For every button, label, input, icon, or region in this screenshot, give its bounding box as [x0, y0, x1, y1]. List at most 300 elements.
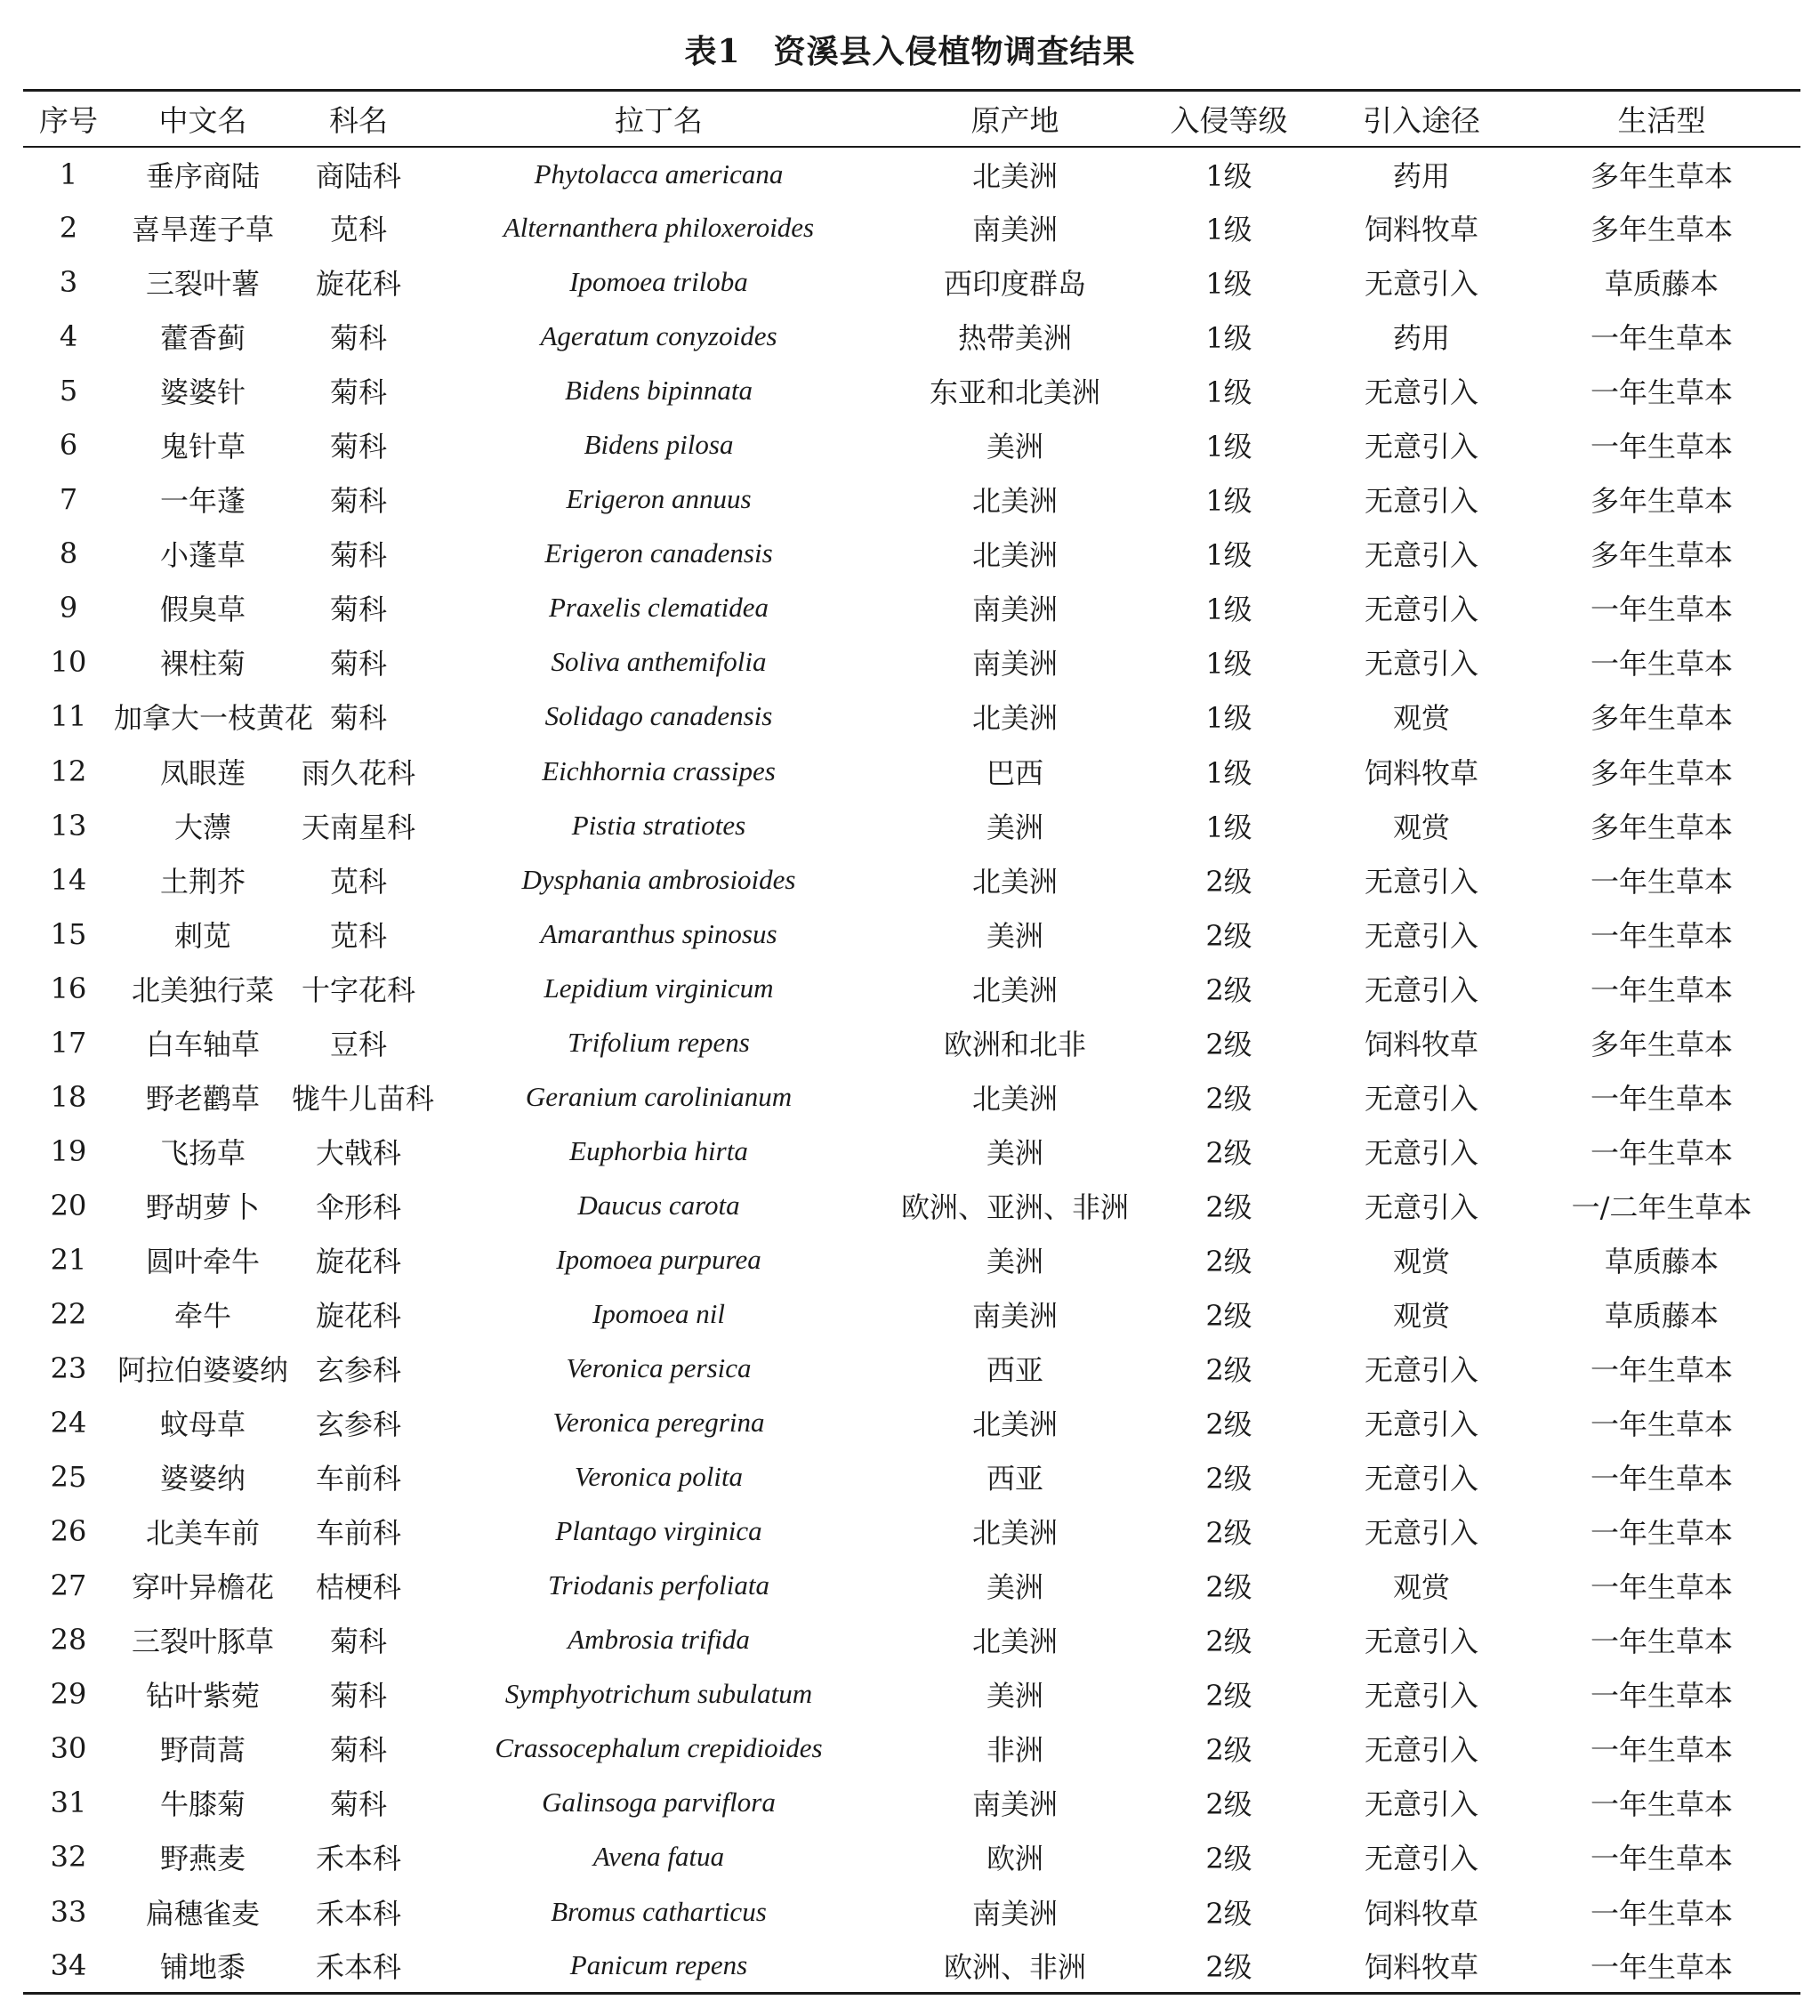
- chinese-name-cell: 铺地黍: [114, 1939, 292, 1993]
- serial-number-cell: 23: [50, 1351, 87, 1386]
- latin-name-cell: Veronica peregrina: [552, 1407, 765, 1439]
- introduction-route-cell: 饲料牧草: [1320, 1939, 1523, 1993]
- invasion-level-cell: 2级: [1205, 1189, 1252, 1224]
- life-form-cell: 多年生草本: [1590, 484, 1733, 519]
- family-cell: 禾本科: [315, 1842, 401, 1876]
- introduction-route-cell: 药用: [1392, 158, 1450, 193]
- life-form-cell: 一年生草本: [1590, 1842, 1733, 1876]
- family-cell: 旋花科: [315, 1299, 401, 1333]
- origin-cell: 美洲: [986, 810, 1043, 844]
- chinese-name-cell: 小蓬草: [159, 538, 246, 573]
- invasion-level-cell: 2级: [1205, 1679, 1252, 1714]
- latin-name-cell: Pistia stratiotes: [571, 809, 746, 841]
- origin-cell: 北美洲: [971, 864, 1058, 899]
- family-cell: 苋科: [329, 213, 387, 247]
- origin-cell: 巴西: [986, 755, 1043, 790]
- serial-number-cell: 15: [50, 916, 87, 951]
- introduction-route-cell: 无意引入: [1364, 430, 1478, 464]
- chinese-name-cell: 野胡萝卜: [145, 1189, 260, 1224]
- life-form-cell: 一年生草本: [1590, 1462, 1733, 1496]
- life-form-cell: 一年生草本: [1590, 1353, 1733, 1388]
- serial-number-cell: 11: [50, 699, 87, 734]
- life-form-cell: 多年生草本: [1590, 213, 1733, 247]
- table-row: [23, 907, 1800, 961]
- table-row: [23, 364, 1800, 418]
- header-origin: 原产地: [892, 91, 1138, 147]
- invasion-level-cell: 1级: [1205, 701, 1252, 736]
- introduction-route-cell: 无意引入: [1364, 1081, 1478, 1116]
- latin-name-cell: Erigeron canadensis: [544, 537, 773, 569]
- life-form-cell: 一年生草本: [1590, 1625, 1733, 1659]
- invasion-level-cell: 1级: [1205, 593, 1252, 627]
- introduction-route-cell: 无意引入: [1364, 972, 1478, 1007]
- latin-name-cell: Veronica polita: [574, 1461, 744, 1493]
- introduction-route-cell: 无意引入: [1364, 1842, 1478, 1876]
- latin-name-cell: Ambrosia trifida: [568, 1624, 750, 1656]
- origin-cell: 北美洲: [971, 1081, 1058, 1116]
- life-form-cell: 一年生草本: [1590, 1570, 1733, 1605]
- origin-cell: 西亚: [986, 1353, 1043, 1388]
- serial-number-cell: 7: [59, 482, 78, 517]
- life-form-cell: 多年生草本: [1590, 810, 1733, 844]
- life-form-cell: 多年生草本: [1590, 158, 1733, 193]
- chinese-name-cell: 婆婆针: [159, 375, 246, 410]
- invasion-level-cell: 2级: [1205, 1462, 1252, 1496]
- latin-name-cell: Trifolium repens: [568, 1026, 750, 1058]
- table-row: [23, 635, 1800, 689]
- invasion-level-cell: 2级: [1205, 1896, 1252, 1931]
- origin-cell: 北美洲: [971, 484, 1058, 519]
- life-form-cell: 多年生草本: [1590, 538, 1733, 573]
- introduction-route-cell: 饲料牧草: [1364, 213, 1478, 247]
- origin-cell: 北美洲: [971, 701, 1058, 736]
- life-form-cell: 草质藤本: [1604, 1299, 1719, 1333]
- serial-number-cell: 14: [50, 862, 87, 897]
- chinese-name-cell: 三裂叶薯: [145, 267, 260, 302]
- chinese-name-cell: 牛膝菊: [159, 1787, 246, 1822]
- family-cell: 雨久花科: [301, 755, 415, 790]
- introduction-route-cell: 无意引入: [1364, 267, 1478, 302]
- table-row: [23, 689, 1800, 744]
- table-row: [23, 581, 1800, 635]
- latin-name-cell: Ipomoea triloba: [569, 266, 748, 298]
- invasion-level-cell: 2级: [1205, 1353, 1252, 1388]
- origin-cell: 东亚和北美洲: [929, 375, 1100, 410]
- latin-name-cell: Symphyotrichum subulatum: [504, 1678, 813, 1710]
- table-row: [23, 1286, 1800, 1341]
- table-row: [23, 201, 1800, 255]
- life-form-cell: 一年生草本: [1590, 430, 1733, 464]
- serial-number-cell: 1: [59, 157, 78, 191]
- latin-name-cell: Crassocephalum crepidioides: [495, 1732, 823, 1764]
- family-cell: 菊科: [329, 701, 387, 736]
- invasion-level-cell: 2级: [1205, 1135, 1252, 1170]
- chinese-name-cell: 垂序商陆: [145, 158, 260, 193]
- invasion-level-cell: 1级: [1205, 755, 1252, 790]
- latin-name-cell: Amaranthus spinosus: [540, 917, 777, 949]
- latin-name-cell: Dysphania ambrosioides: [521, 863, 796, 895]
- family-cell: 菊科: [329, 321, 387, 356]
- family-cell: 商陆科: [315, 158, 401, 193]
- table-row: [23, 1015, 1800, 1069]
- invasion-level-cell: 2级: [1205, 1733, 1252, 1768]
- serial-number-cell: 33: [50, 1894, 87, 1929]
- latin-name-cell: Ipomoea nil: [592, 1298, 725, 1329]
- origin-cell: 美洲: [986, 430, 1043, 464]
- introduction-route-cell: 无意引入: [1364, 1733, 1478, 1768]
- invasion-level-cell: 2级: [1205, 1244, 1252, 1278]
- chinese-name-cell: 一年蓬: [159, 484, 246, 519]
- family-cell: 车前科: [315, 1516, 401, 1551]
- latin-name-cell: Soliva anthemifolia: [551, 646, 767, 678]
- introduction-route-cell: 无意引入: [1364, 1353, 1478, 1388]
- serial-number-cell: 10: [50, 645, 87, 680]
- origin-cell: 南美洲: [971, 593, 1058, 627]
- chinese-name-cell: 野茼蒿: [159, 1733, 246, 1768]
- invasion-level-cell: 2级: [1205, 1570, 1252, 1605]
- life-form-cell: 多年生草本: [1590, 701, 1733, 736]
- family-cell: 菊科: [329, 484, 387, 519]
- table-row: [23, 1342, 1800, 1396]
- life-form-cell: 一/二年生草本: [1571, 1189, 1752, 1224]
- latin-name-cell: Bromus catharticus: [551, 1895, 767, 1927]
- serial-number-cell: 4: [59, 319, 78, 354]
- origin-cell: 北美洲: [971, 1625, 1058, 1659]
- introduction-route-cell: 无意引入: [1364, 1516, 1478, 1551]
- invasion-level-cell: 2级: [1205, 1625, 1252, 1659]
- table-row: [23, 1613, 1800, 1667]
- chinese-name-cell: 加拿大一枝黄花: [114, 701, 314, 736]
- table-row: [23, 1396, 1800, 1450]
- latin-name-cell: Geranium carolinianum: [525, 1080, 793, 1112]
- chinese-name-cell: 野老鹳草: [145, 1081, 260, 1116]
- invasion-level-cell: 2级: [1205, 918, 1252, 953]
- header-life-form: 生活型: [1523, 91, 1800, 147]
- serial-number-cell: 9: [59, 591, 78, 625]
- family-cell: 苋科: [329, 918, 387, 953]
- origin-cell: 欧洲、亚洲、非洲: [900, 1189, 1129, 1224]
- life-form-cell: 一年生草本: [1590, 321, 1733, 356]
- invasive-plants-table: [23, 89, 1800, 1995]
- family-cell: 菊科: [329, 593, 387, 627]
- serial-number-cell: 29: [50, 1677, 87, 1712]
- table-row: [23, 1559, 1800, 1613]
- family-cell: 玄参科: [315, 1407, 401, 1442]
- table-row: [23, 1722, 1800, 1776]
- chinese-name-cell: 婆婆纳: [159, 1462, 246, 1496]
- chinese-name-cell: 凤眼莲: [159, 755, 246, 790]
- serial-number-cell: 31: [50, 1786, 87, 1820]
- header-family: 科名: [292, 91, 425, 147]
- serial-number-cell: 22: [50, 1297, 87, 1331]
- latin-name-cell: Panicum repens: [425, 1939, 892, 1993]
- origin-cell: 欧洲: [986, 1842, 1043, 1876]
- table-row: [23, 1178, 1800, 1232]
- origin-cell: 北美洲: [971, 1516, 1058, 1551]
- chinese-name-cell: 大薸: [173, 810, 231, 844]
- chinese-name-cell: 三裂叶豚草: [131, 1625, 274, 1659]
- life-form-cell: 一年生草本: [1590, 1679, 1733, 1714]
- origin-cell: 美洲: [986, 1570, 1043, 1605]
- introduction-route-cell: 无意引入: [1364, 484, 1478, 519]
- introduction-route-cell: 无意引入: [1364, 1462, 1478, 1496]
- family-cell: 禾本科: [315, 1896, 401, 1931]
- table-row: [23, 852, 1800, 907]
- serial-number-cell: 34: [23, 1939, 114, 1993]
- header-row: [23, 91, 1800, 147]
- life-form-cell: 一年生草本: [1523, 1939, 1800, 1993]
- table-row: [23, 1504, 1800, 1559]
- invasion-level-cell: 1级: [1205, 213, 1252, 247]
- family-cell: 菊科: [329, 1787, 387, 1822]
- family-cell: 菊科: [329, 375, 387, 410]
- table-header: [23, 91, 1800, 147]
- chinese-name-cell: 扁穗雀麦: [145, 1896, 260, 1931]
- invasion-level-cell: 2级: [1138, 1939, 1320, 1993]
- family-cell: 菊科: [329, 430, 387, 464]
- serial-number-cell: 6: [59, 428, 78, 463]
- family-cell: 旋花科: [315, 267, 401, 302]
- table-row: [23, 798, 1800, 852]
- family-cell: 车前科: [315, 1462, 401, 1496]
- origin-cell: 欧洲、非洲: [892, 1939, 1138, 1993]
- latin-name-cell: Euphorbia hirta: [569, 1134, 748, 1166]
- introduction-route-cell: 无意引入: [1364, 1679, 1478, 1714]
- table-row: [23, 310, 1800, 364]
- table-row: [23, 472, 1800, 527]
- invasion-level-cell: 2级: [1205, 1787, 1252, 1822]
- latin-name-cell: Bidens pilosa: [584, 429, 734, 461]
- serial-number-cell: 21: [50, 1242, 87, 1277]
- serial-number-cell: 18: [50, 1079, 87, 1114]
- serial-number-cell: 13: [50, 808, 87, 843]
- latin-name-cell: Phytolacca americana: [534, 157, 784, 190]
- introduction-route-cell: 无意引入: [1364, 1189, 1478, 1224]
- origin-cell: 西亚: [986, 1462, 1043, 1496]
- invasion-level-cell: 2级: [1205, 1027, 1252, 1061]
- latin-name-cell: Avena fatua: [592, 1841, 725, 1873]
- introduction-route-cell: 无意引入: [1364, 864, 1478, 899]
- introduction-route-cell: 无意引入: [1364, 1625, 1478, 1659]
- family-cell: 天南星科: [301, 810, 415, 844]
- invasion-level-cell: 1级: [1205, 430, 1252, 464]
- life-form-cell: 一年生草本: [1590, 918, 1733, 953]
- family-cell: 菊科: [329, 1625, 387, 1659]
- origin-cell: 热带美洲: [957, 321, 1072, 356]
- life-form-cell: 一年生草本: [1590, 593, 1733, 627]
- introduction-route-cell: 观赏: [1392, 1244, 1450, 1278]
- table-row: [23, 255, 1800, 310]
- header-invasion-level: 入侵等级: [1138, 91, 1320, 147]
- origin-cell: 北美洲: [971, 972, 1058, 1007]
- header-latin-name: 拉丁名: [425, 91, 892, 147]
- table-row: [23, 961, 1800, 1015]
- latin-name-cell: Bidens bipinnata: [565, 375, 753, 407]
- serial-number-cell: 2: [59, 211, 78, 246]
- introduction-route-cell: 无意引入: [1364, 647, 1478, 681]
- chinese-name-cell: 野燕麦: [159, 1842, 246, 1876]
- serial-number-cell: 12: [50, 754, 87, 788]
- origin-cell: 南美洲: [971, 647, 1058, 681]
- invasion-level-cell: 1级: [1205, 375, 1252, 410]
- data-table-container: [23, 89, 1800, 1995]
- latin-name-cell: Eichhornia crassipes: [542, 754, 776, 786]
- table-row: [23, 1939, 1800, 1993]
- latin-name-cell: Veronica persica: [566, 1352, 752, 1384]
- introduction-route-cell: 观赏: [1392, 701, 1450, 736]
- introduction-route-cell: 饲料牧草: [1364, 1027, 1478, 1061]
- invasion-level-cell: 2级: [1205, 1299, 1252, 1333]
- origin-cell: 美洲: [986, 918, 1043, 953]
- chinese-name-cell: 飞扬草: [159, 1135, 246, 1170]
- serial-number-cell: 3: [59, 265, 78, 300]
- table-row: [23, 1124, 1800, 1178]
- invasion-level-cell: 1级: [1205, 810, 1252, 844]
- table-row: [23, 527, 1800, 581]
- origin-cell: 北美洲: [971, 538, 1058, 573]
- life-form-cell: 多年生草本: [1590, 755, 1733, 790]
- serial-number-cell: 28: [50, 1623, 87, 1657]
- life-form-cell: 一年生草本: [1590, 1135, 1733, 1170]
- origin-cell: 南美洲: [971, 1299, 1058, 1333]
- origin-cell: 南美洲: [971, 1787, 1058, 1822]
- serial-number-cell: 19: [50, 1133, 87, 1168]
- life-form-cell: 多年生草本: [1590, 1027, 1733, 1061]
- introduction-route-cell: 观赏: [1392, 810, 1450, 844]
- introduction-route-cell: 无意引入: [1364, 1407, 1478, 1442]
- family-cell: 苋科: [329, 864, 387, 899]
- introduction-route-cell: 无意引入: [1364, 538, 1478, 573]
- invasion-level-cell: 2级: [1205, 1842, 1252, 1876]
- invasion-level-cell: 1级: [1205, 538, 1252, 573]
- invasion-level-cell: 1级: [1205, 321, 1252, 356]
- table-title: 表1 资溪县入侵植物调查结果: [684, 33, 1136, 70]
- origin-cell: 美洲: [986, 1244, 1043, 1278]
- life-form-cell: 一年生草本: [1590, 647, 1733, 681]
- family-cell: 禾本科: [292, 1939, 425, 1993]
- origin-cell: 西印度群岛: [943, 267, 1086, 302]
- life-form-cell: 一年生草本: [1590, 1896, 1733, 1931]
- origin-cell: 南美洲: [971, 213, 1058, 247]
- latin-name-cell: Erigeron annuus: [566, 483, 752, 515]
- table-row: [23, 1776, 1800, 1830]
- chinese-name-cell: 阿拉伯婆婆纳: [117, 1353, 288, 1388]
- serial-number-cell: 32: [50, 1840, 87, 1875]
- chinese-name-cell: 刺苋: [173, 918, 231, 953]
- introduction-route-cell: 无意引入: [1364, 1135, 1478, 1170]
- table-row: [23, 418, 1800, 472]
- table-body: [23, 147, 1800, 1994]
- chinese-name-cell: 土荆芥: [159, 864, 246, 899]
- life-form-cell: 草质藤本: [1604, 267, 1719, 302]
- invasion-level-cell: 1级: [1205, 484, 1252, 519]
- chinese-name-cell: 蚊母草: [159, 1407, 246, 1442]
- life-form-cell: 一年生草本: [1590, 1516, 1733, 1551]
- introduction-route-cell: 观赏: [1392, 1299, 1450, 1333]
- table-row: [23, 1450, 1800, 1504]
- origin-cell: 北美洲: [971, 158, 1058, 193]
- introduction-route-cell: 药用: [1392, 321, 1450, 356]
- chinese-name-cell: 藿香蓟: [159, 321, 246, 356]
- latin-name-cell: Ageratum conyzoides: [540, 320, 777, 352]
- chinese-name-cell: 圆叶牵牛: [145, 1244, 260, 1278]
- life-form-cell: 一年生草本: [1590, 1407, 1733, 1442]
- header-chinese-name: 中文名: [114, 91, 292, 147]
- introduction-route-cell: 饲料牧草: [1364, 755, 1478, 790]
- family-cell: 旋花科: [315, 1244, 401, 1278]
- family-cell: 十字花科: [301, 972, 415, 1007]
- life-form-cell: 一年生草本: [1590, 375, 1733, 410]
- chinese-name-cell: 钻叶紫菀: [145, 1679, 260, 1714]
- serial-number-cell: 16: [50, 971, 87, 1005]
- invasion-level-cell: 1级: [1205, 267, 1252, 302]
- family-cell: 菊科: [329, 538, 387, 573]
- invasion-level-cell: 2级: [1205, 972, 1252, 1007]
- invasion-level-cell: 2级: [1205, 1407, 1252, 1442]
- latin-name-cell: Praxelis clematidea: [548, 592, 769, 624]
- origin-cell: 美洲: [986, 1679, 1043, 1714]
- origin-cell: 南美洲: [971, 1896, 1058, 1931]
- introduction-route-cell: 无意引入: [1364, 593, 1478, 627]
- chinese-name-cell: 裸柱菊: [159, 647, 246, 681]
- introduction-route-cell: 无意引入: [1364, 375, 1478, 410]
- latin-name-cell: Daucus carota: [577, 1189, 740, 1221]
- family-cell: 大戟科: [315, 1135, 401, 1170]
- invasion-level-cell: 1级: [1205, 647, 1252, 681]
- serial-number-cell: 26: [50, 1514, 87, 1549]
- family-cell: 玄参科: [315, 1353, 401, 1388]
- family-cell: 菊科: [329, 1679, 387, 1714]
- latin-name-cell: Galinsoga parviflora: [542, 1786, 776, 1818]
- family-cell: 桔梗科: [315, 1570, 401, 1605]
- table-row: [23, 1667, 1800, 1722]
- serial-number-cell: 20: [50, 1188, 87, 1222]
- serial-number-cell: 17: [50, 1025, 87, 1060]
- latin-name-cell: Ipomoea purpurea: [556, 1243, 761, 1275]
- invasion-level-cell: 2级: [1205, 1081, 1252, 1116]
- life-form-cell: 草质藤本: [1604, 1244, 1719, 1278]
- latin-name-cell: Lepidium virginicum: [544, 972, 774, 1004]
- chinese-name-cell: 假臭草: [159, 593, 246, 627]
- table-row: [23, 1232, 1800, 1286]
- table-row: [23, 1830, 1800, 1884]
- table-row: [23, 744, 1800, 798]
- table-row: [23, 147, 1800, 201]
- invasion-level-cell: 2级: [1205, 1516, 1252, 1551]
- family-cell: 牻牛儿苗科: [292, 1081, 435, 1116]
- serial-number-cell: 27: [50, 1568, 87, 1603]
- chinese-name-cell: 北美独行菜: [131, 972, 274, 1007]
- chinese-name-cell: 喜旱莲子草: [131, 213, 274, 247]
- origin-cell: 欧洲和北非: [943, 1027, 1086, 1061]
- life-form-cell: 一年生草本: [1590, 1733, 1733, 1768]
- origin-cell: 北美洲: [971, 1407, 1058, 1442]
- introduction-route-cell: 无意引入: [1364, 1787, 1478, 1822]
- chinese-name-cell: 牵牛: [173, 1299, 231, 1333]
- serial-number-cell: 30: [50, 1731, 87, 1766]
- serial-number-cell: 25: [50, 1460, 87, 1495]
- origin-cell: 非洲: [986, 1733, 1043, 1768]
- chinese-name-cell: 鬼针草: [159, 430, 246, 464]
- family-cell: 伞形科: [315, 1189, 401, 1224]
- serial-number-cell: 5: [59, 374, 78, 408]
- life-form-cell: 一年生草本: [1590, 1787, 1733, 1822]
- life-form-cell: 一年生草本: [1590, 864, 1733, 899]
- life-form-cell: 一年生草本: [1590, 1081, 1733, 1116]
- serial-number-cell: 8: [59, 536, 78, 571]
- invasion-level-cell: 2级: [1205, 864, 1252, 899]
- chinese-name-cell: 穿叶异檐花: [131, 1570, 274, 1605]
